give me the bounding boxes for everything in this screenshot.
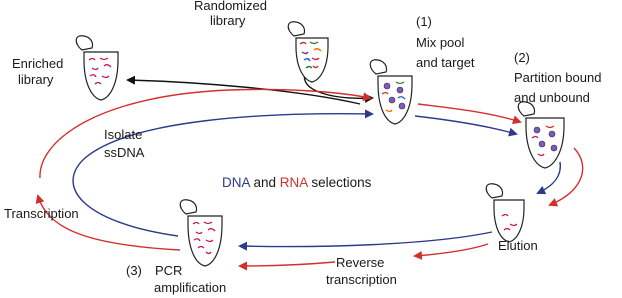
isolate-ssdna-label-line1: Isolate (104, 127, 143, 142)
tube-icon (76, 36, 118, 100)
reverse-transcription-label-line1: Reverse (336, 255, 385, 270)
amplification-label: amplification (154, 280, 227, 295)
center-and-word: and (249, 175, 280, 190)
randomized-library-label-line2: library (210, 13, 246, 28)
step2-text-line1: Partition bound (514, 70, 602, 85)
arrow-icon (240, 262, 335, 266)
arrow-icon (240, 232, 492, 247)
enriched-library-label-line2: library (18, 72, 54, 87)
tube-icon (518, 102, 564, 168)
tube-icon (180, 200, 222, 266)
step1-number: (1) (416, 14, 432, 29)
isolate-ssdna-label-line2: ssDNA (104, 145, 145, 160)
enriched-library-label-line1: Enriched (12, 56, 64, 71)
step2-number: (2) (514, 50, 530, 65)
transcription-label: Transcription (4, 206, 79, 221)
arrow-icon (38, 196, 180, 250)
center-rna-word: RNA (279, 175, 308, 190)
arrow-icon (418, 104, 520, 122)
center-selections-label (222, 175, 372, 190)
step1-text-line2: and target (416, 55, 475, 70)
tube-icon (486, 184, 524, 242)
randomized-library-label-line1: Randomized (194, 0, 267, 13)
arrow-icon (40, 89, 370, 178)
arrow-icon (415, 116, 516, 134)
step2-text-line2: and unbound (514, 90, 590, 105)
arrow-icon (415, 244, 488, 256)
pcr-label: PCR (155, 263, 183, 278)
step1-text-line1: Mix pool (416, 35, 465, 50)
tube-icon (370, 60, 412, 124)
reverse-transcription-label-line2: transcription (326, 272, 397, 287)
elution-label: Elution (498, 238, 538, 253)
center-selections-word: selections (307, 175, 372, 190)
step3-number: (3) (126, 263, 142, 278)
tube-icon (288, 22, 328, 82)
center-dna-word: DNA (222, 175, 250, 190)
